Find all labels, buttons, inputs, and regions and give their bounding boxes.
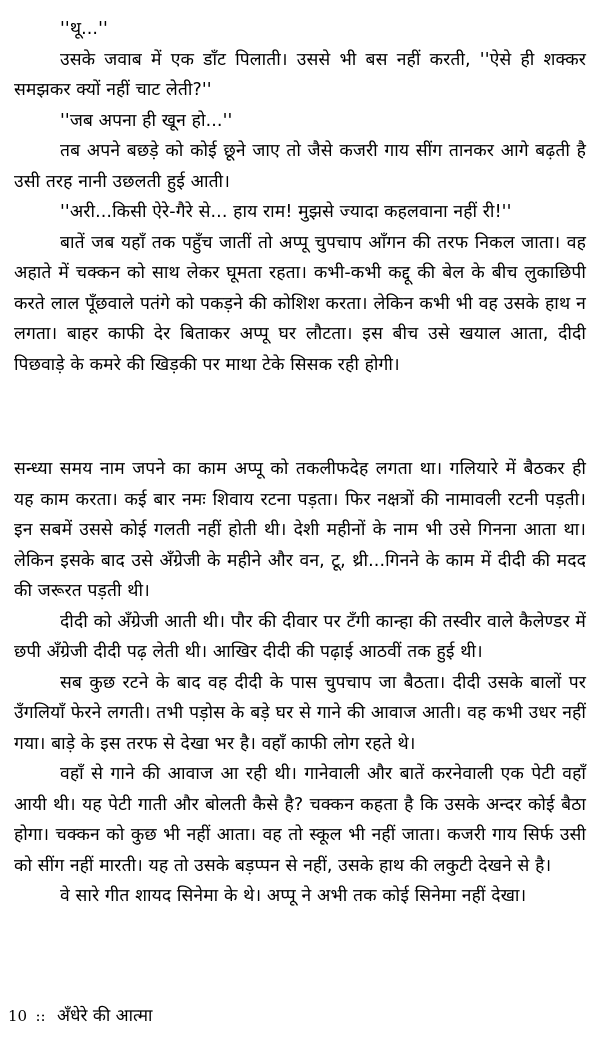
page-footer	[8, 1003, 152, 1029]
text-section-1	[14, 14, 586, 380]
paragraph: वे सारे गीत शायद सिनेमा के थे। अप्पू ने अभी तक कोई सिनेमा नहीं देखा।	[60, 886, 527, 906]
paragraph: तब अपने बछड़े को कोई छूने जाए तो जैसे कजरी गाय सींग तानकर आगे बढ़ती है उसी तरह नानी उछलती हुई आती।	[14, 141, 586, 192]
paragraph: सब कुछ रटने के बाद वह दीदी के पास चुपचाप जा बैठता। दीदी उसके बालों पर उँगलियाँ फेरने लगती। तभी पड़ोस के बड़े घर से गाने की आवाज आती। वह कभी उधर नहीं गया। बाड़े के इस तरफ से देखा भर है। वहाँ काफी लोग रहते थे।	[14, 672, 586, 754]
paragraph: दीदी को अँग्रेजी आती थी। पौर की दीवार पर टँगी कान्हा की तस्वीर वाले कैलेण्डर में छपी अँग्रेजी दीदी पढ़ लेती थी। आखिर दीदी की पढ़ाई आठवीं तक हुई थी।	[14, 611, 586, 662]
page-number: 10	[8, 1007, 28, 1025]
footer-separator: ::	[35, 1007, 46, 1025]
dialogue-line: ''थू...''	[60, 19, 108, 39]
paragraph: उसके जवाब में एक डाँट पिलाती। उससे भी बस नहीं करती, ''ऐसे ही शक्कर समझकर क्यों नहीं चाट लेती?''	[14, 49, 586, 100]
paragraph: वहाँ से गाने की आवाज आ रही थी। गानेवाली और बातें करनेवाली एक पेटी वहाँ आयी थी। यह पेटी गाती और बोलती कैसे है? चक्कन कहता है कि उसके अन्दर कोई बैठा होगा। चक्कन को कुछ भी नहीं आता। वह तो स्कूल भी नहीं जाता। कजरी गाय सिर्फ उसी को सींग नहीं मारती। यह तो उसके बड़प्पन से नहीं, उसके हाथ की लकुटी देखने से है।	[14, 764, 586, 876]
dialogue-line: ''अरी...किसी ऐरे-गैरे से... हाय राम! मुझसे ज्यादा कहलवाना नहीं री!''	[60, 202, 512, 222]
text-section-2	[14, 454, 586, 912]
dialogue-line: ''जब अपना ही खून हो...''	[60, 110, 233, 131]
book-title: अँधेरे की आत्मा	[57, 1006, 153, 1026]
paragraph: सन्ध्या समय नाम जपने का काम अप्पू को तकलीफदेह लगता था। गलियारे में बैठकर ही यह काम करता। कई बार नमः शिवाय रटना पड़ता। फिर नक्षत्रों की नामावली रटनी पड़ती। इन सबमें उससे कोई गलती नहीं होती थी। देशी महीनों के नाम भी उसे गिनना आता था। लेकिन इसके बाद उसे अँग्रेजी के महीने और वन, टू, थ्री...गिनने के काम में दीदी की मदद की जरूरत पड़ती थी।	[14, 459, 586, 601]
paragraph: बातें जब यहाँ तक पहुँच जातीं तो अप्पू चुपचाप आँगन की तरफ निकल जाता। वह अहाते में चक्कन को साथ लेकर घूमता रहता। कभी-कभी कद्दू की बेल के बीच लुकाछिपी करते लाल पूँछवाले पतंगे को पकड़ने की कोशिश करता। लेकिन कभी भी वह उसके हाथ न लगता। बाहर काफी देर बिताकर अप्पू घर लौटता। इस बीच उसे खयाल आता, दीदी पिछवाड़े के कमरे की खिड़की पर माथा टेके सिसक रही होगी।	[14, 232, 586, 375]
